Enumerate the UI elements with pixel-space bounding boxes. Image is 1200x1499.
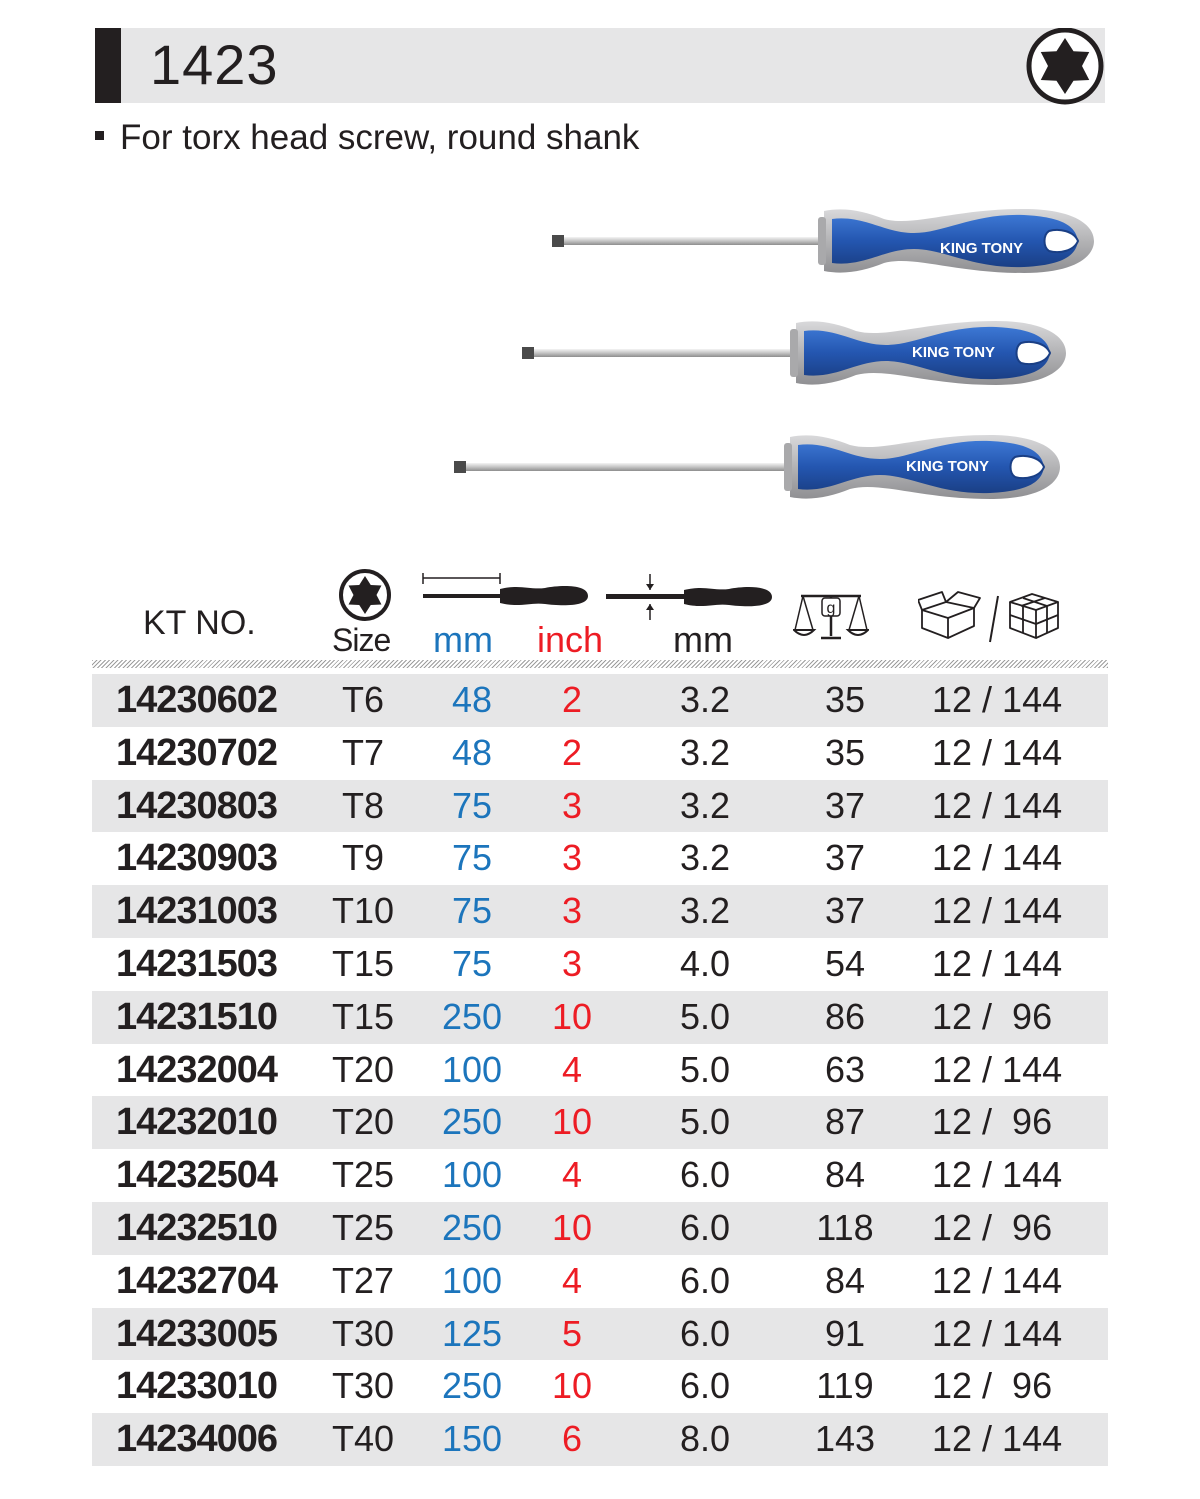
kt-no-cell: 14232010	[116, 1101, 278, 1144]
length-inch-cell: 2	[561, 679, 583, 720]
kt-no-cell: 14230803	[116, 784, 278, 827]
size-cell: T8	[341, 784, 384, 826]
weight-scale-icon	[793, 586, 869, 646]
shank-diameter-cell: 3.2	[679, 679, 731, 720]
weight-cell: 86	[824, 995, 866, 1037]
weight-cell: 35	[824, 731, 866, 773]
shank-diameter-cell: 5.0	[679, 995, 731, 1037]
length-mm-cell: 75	[451, 837, 493, 879]
length-inch-cell: 3	[561, 890, 583, 932]
table-row	[92, 1308, 1108, 1361]
shank-diameter-cell: 4.0	[679, 942, 731, 984]
shank-diameter-cell: 3.2	[679, 890, 731, 932]
weight-cell: 87	[824, 1101, 866, 1143]
weight-cell: 54	[824, 942, 866, 984]
blade-length-icon	[420, 570, 592, 614]
size-cell: T9	[341, 837, 384, 879]
kt-no-cell: 14232704	[116, 1259, 278, 1302]
packing-cell: 12 / 144	[932, 731, 1063, 773]
brand-label: KING TONY	[906, 458, 990, 475]
table-row	[92, 938, 1108, 991]
product-description	[95, 116, 639, 160]
size-cell: T40	[331, 1418, 395, 1460]
column-header-size: Size	[332, 622, 391, 658]
header-divider	[92, 660, 1108, 668]
table-row	[92, 832, 1108, 885]
packing-cell: 12 / 144	[932, 890, 1063, 932]
table-row	[92, 1255, 1108, 1308]
weight-cell: 118	[816, 1206, 874, 1248]
table-row	[92, 727, 1108, 780]
size-cell: T30	[331, 1312, 395, 1354]
shank-diameter-cell: 6.0	[679, 1206, 731, 1248]
shank-diameter-cell: 6.0	[679, 1259, 731, 1301]
shank-diameter-cell: 6.0	[679, 1312, 731, 1354]
shank-diameter-cell: 3.2	[679, 731, 731, 773]
weight-cell: 35	[824, 679, 866, 720]
shank-diameter-cell: 5.0	[679, 1101, 731, 1143]
table-row	[92, 1202, 1108, 1255]
weight-cell: 91	[824, 1312, 866, 1354]
packing-cell: 12 / 144	[932, 679, 1063, 720]
kt-no-cell: 14233010	[116, 1365, 278, 1408]
packing-cell: 12 / 144	[932, 837, 1063, 879]
shank-diameter-icon	[604, 572, 776, 620]
weight-cell: 37	[824, 890, 866, 932]
packing-cell: 12 / 144	[932, 1154, 1063, 1196]
bullet-icon	[95, 131, 104, 140]
size-cell: T15	[331, 995, 395, 1037]
length-inch-cell: 2	[561, 731, 583, 773]
length-mm-cell: 250	[441, 1101, 503, 1143]
length-inch-cell: 3	[561, 942, 583, 984]
shank-diameter-cell: 3.2	[679, 837, 731, 879]
packing-cell: 12 / 144	[932, 942, 1063, 984]
length-mm-cell: 250	[441, 995, 503, 1037]
length-mm-cell: 125	[441, 1312, 503, 1354]
torx-star-icon	[1025, 28, 1105, 108]
size-cell: T7	[341, 731, 384, 773]
size-cell: T20	[331, 1101, 395, 1143]
shank-diameter-cell: 6.0	[679, 1154, 731, 1196]
description-text: For torx head screw, round shank	[120, 118, 640, 157]
screwdriver-medium	[522, 321, 1066, 385]
column-header-kt-no: KT NO.	[143, 604, 256, 642]
column-header-length-inch: inch	[537, 619, 604, 660]
table-row	[92, 885, 1108, 938]
kt-no-cell: 14231503	[116, 942, 278, 985]
length-mm-cell: 100	[441, 1048, 503, 1090]
weight-cell: 84	[824, 1154, 866, 1196]
length-inch-cell: 4	[561, 1154, 583, 1196]
title-bar	[95, 28, 1105, 103]
packing-cell: 12 / 144	[932, 1312, 1063, 1354]
length-mm-cell: 100	[441, 1154, 503, 1196]
length-mm-cell: 100	[441, 1259, 503, 1301]
weight-cell: 84	[824, 1259, 866, 1301]
kt-no-cell: 14231510	[116, 995, 278, 1038]
weight-cell: 143	[814, 1418, 876, 1460]
length-inch-cell: 4	[561, 1259, 583, 1301]
column-header-shank-mm: mm	[673, 619, 733, 660]
packing-cell: 12 / 144	[932, 1418, 1063, 1460]
kt-no-cell: 14232504	[116, 1154, 278, 1197]
kt-no-cell: 14234006	[116, 1418, 278, 1461]
weight-cell: 63	[824, 1048, 866, 1090]
product-table	[92, 674, 1108, 1466]
kt-no-cell: 14232510	[116, 1206, 278, 1249]
length-inch-cell: 5	[561, 1312, 583, 1354]
kt-no-cell: 14232004	[116, 1048, 278, 1091]
size-cell: T30	[331, 1365, 395, 1407]
size-cell: T25	[331, 1206, 395, 1248]
brand-label: KING TONY	[912, 344, 996, 361]
length-inch-cell: 3	[561, 784, 583, 826]
svg-text:g: g	[826, 600, 836, 617]
product-image	[440, 195, 1100, 525]
length-inch-cell: 3	[561, 837, 583, 879]
size-cell: T15	[331, 942, 395, 984]
length-inch-cell: 10	[551, 995, 593, 1037]
shank-diameter-cell: 6.0	[679, 1365, 731, 1407]
table-row	[92, 1044, 1108, 1097]
length-mm-cell: 48	[451, 679, 493, 720]
length-mm-cell: 75	[451, 784, 493, 826]
length-mm-cell: 250	[441, 1206, 503, 1248]
length-mm-cell: 150	[441, 1418, 503, 1460]
title-accent-bar	[95, 28, 121, 103]
brand-label: KING TONY	[940, 240, 1024, 257]
torx-size-icon	[338, 568, 392, 622]
kt-no-cell: 14231003	[116, 890, 278, 933]
packing-cell: 12 / 96	[932, 1206, 1053, 1248]
size-cell: T20	[331, 1048, 395, 1090]
weight-cell: 37	[824, 784, 866, 826]
carton-box-icon	[918, 588, 1064, 646]
length-inch-cell: 10	[551, 1206, 593, 1248]
size-cell: T10	[331, 890, 395, 932]
packing-cell: 12 / 144	[932, 1048, 1063, 1090]
screwdriver-short	[552, 209, 1094, 273]
table-row	[92, 780, 1108, 833]
table-row	[92, 1360, 1108, 1413]
table-row	[92, 991, 1108, 1044]
length-mm-cell: 75	[451, 942, 493, 984]
weight-cell: 119	[816, 1365, 874, 1407]
screwdriver-long	[454, 435, 1060, 499]
size-cell: T6	[341, 679, 384, 720]
size-cell: T27	[331, 1259, 395, 1301]
table-row	[92, 1096, 1108, 1149]
page-title: 1423	[150, 33, 279, 96]
shank-diameter-cell: 8.0	[679, 1418, 731, 1460]
shank-diameter-cell: 3.2	[679, 784, 731, 826]
length-inch-cell: 6	[561, 1418, 583, 1460]
kt-no-cell: 14230602	[116, 679, 278, 721]
packing-cell: 12 / 144	[932, 1259, 1063, 1301]
table-row	[92, 1149, 1108, 1202]
packing-cell: 12 / 96	[932, 1101, 1053, 1143]
packing-cell: 12 / 96	[932, 995, 1053, 1037]
table-row	[92, 674, 1108, 727]
kt-no-cell: 14230903	[116, 837, 278, 880]
length-mm-cell: 75	[451, 890, 493, 932]
size-cell: T25	[331, 1154, 395, 1196]
table-row	[92, 1413, 1108, 1466]
kt-no-cell: 14233005	[116, 1312, 278, 1355]
length-mm-cell: 250	[441, 1365, 503, 1407]
kt-no-cell: 14230702	[116, 731, 278, 774]
column-header-length-mm: mm	[433, 619, 493, 660]
length-inch-cell: 10	[551, 1101, 593, 1143]
length-inch-cell: 10	[551, 1365, 593, 1407]
shank-diameter-cell: 5.0	[679, 1048, 731, 1090]
packing-cell: 12 / 96	[932, 1365, 1053, 1407]
length-mm-cell: 48	[451, 731, 493, 773]
length-inch-cell: 4	[561, 1048, 583, 1090]
packing-cell: 12 / 144	[932, 784, 1063, 826]
weight-cell: 37	[824, 837, 866, 879]
